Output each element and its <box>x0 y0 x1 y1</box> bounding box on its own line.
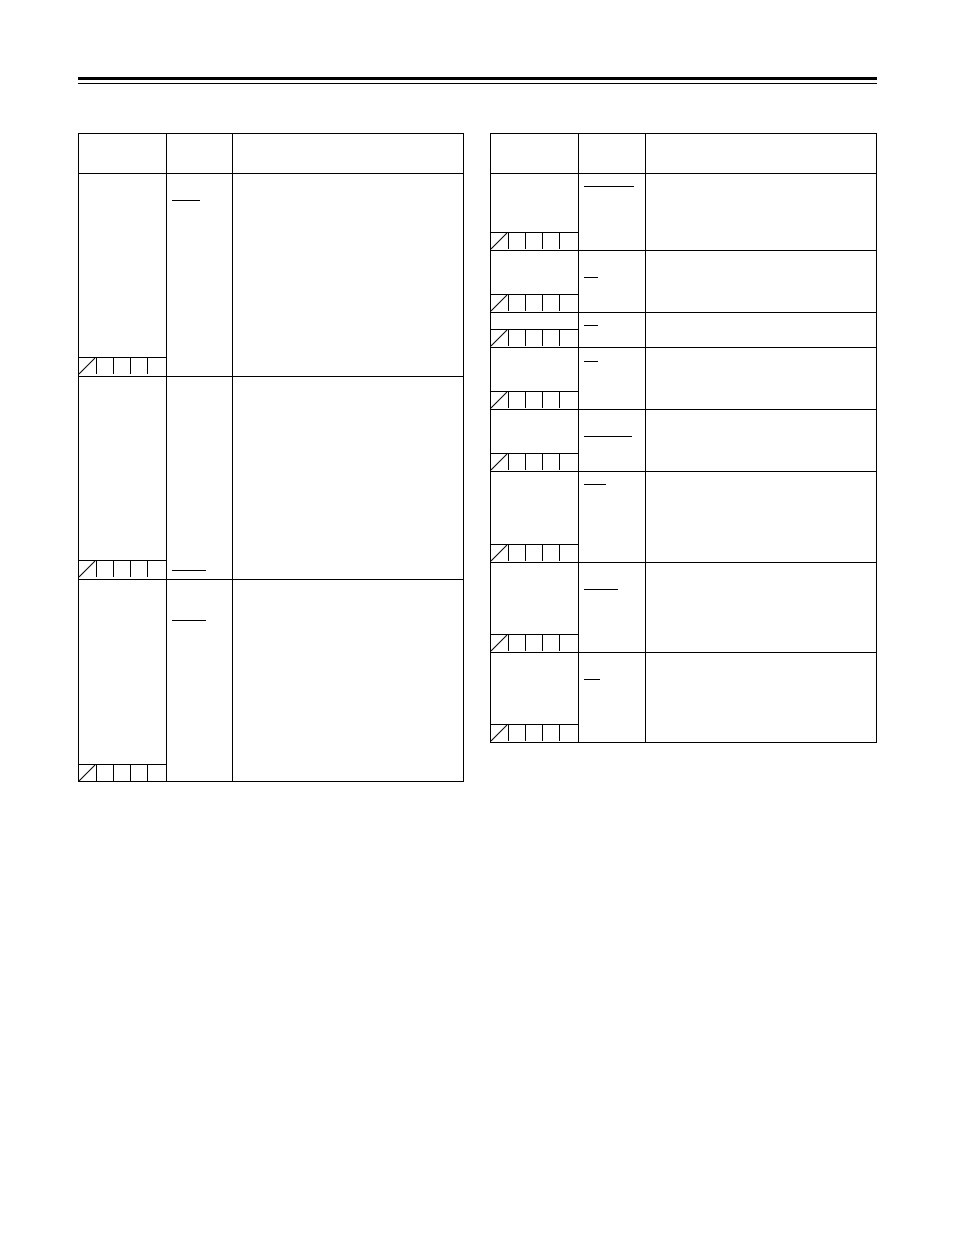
slash-icon <box>491 454 508 471</box>
right-table-header <box>491 134 876 174</box>
right-table-row <box>491 174 876 251</box>
right-table-row <box>491 472 876 563</box>
slash-icon <box>79 765 96 782</box>
left-table-row <box>79 174 463 377</box>
default-value-underline <box>584 186 634 187</box>
slash-icon <box>491 330 508 347</box>
default-value-underline <box>584 484 606 485</box>
default-value-underline <box>584 589 618 590</box>
left-table-header <box>79 134 463 174</box>
mode-indicator-strip <box>491 634 579 651</box>
slash-icon <box>491 725 508 742</box>
default-value-underline <box>584 325 598 326</box>
mode-indicator-strip <box>79 357 167 374</box>
mode-indicator-strip <box>79 560 167 577</box>
mode-indicator-strip <box>491 453 579 470</box>
slash-icon <box>79 358 96 375</box>
slash-icon <box>79 561 96 578</box>
slash-icon <box>491 635 508 652</box>
left-settings-table <box>78 133 464 782</box>
default-value-underline <box>584 679 600 680</box>
slash-icon <box>491 392 508 409</box>
header-rule-thin <box>78 83 877 84</box>
slash-icon <box>491 545 508 562</box>
header-rule-thick <box>78 77 877 80</box>
slash-icon <box>491 295 508 312</box>
default-value-underline <box>172 570 206 571</box>
right-table-row <box>491 251 876 313</box>
mode-indicator-strip <box>491 329 579 346</box>
default-value-underline <box>172 620 206 621</box>
default-value-underline <box>172 200 200 201</box>
right-settings-table <box>490 133 877 743</box>
mode-indicator-strip <box>79 764 167 781</box>
right-table-row <box>491 410 876 472</box>
right-table-row <box>491 348 876 410</box>
default-value-underline <box>584 436 632 437</box>
right-table-row <box>491 563 876 653</box>
right-table-row <box>491 313 876 348</box>
slash-icon <box>491 233 508 250</box>
mode-indicator-strip <box>491 294 579 311</box>
right-table-row <box>491 653 876 742</box>
mode-indicator-strip <box>491 724 579 741</box>
default-value-underline <box>584 361 598 362</box>
mode-indicator-strip <box>491 391 579 408</box>
left-table-row <box>79 377 463 580</box>
default-value-underline <box>584 277 598 278</box>
left-table-row <box>79 580 463 781</box>
mode-indicator-strip <box>491 544 579 561</box>
mode-indicator-strip <box>491 232 579 249</box>
